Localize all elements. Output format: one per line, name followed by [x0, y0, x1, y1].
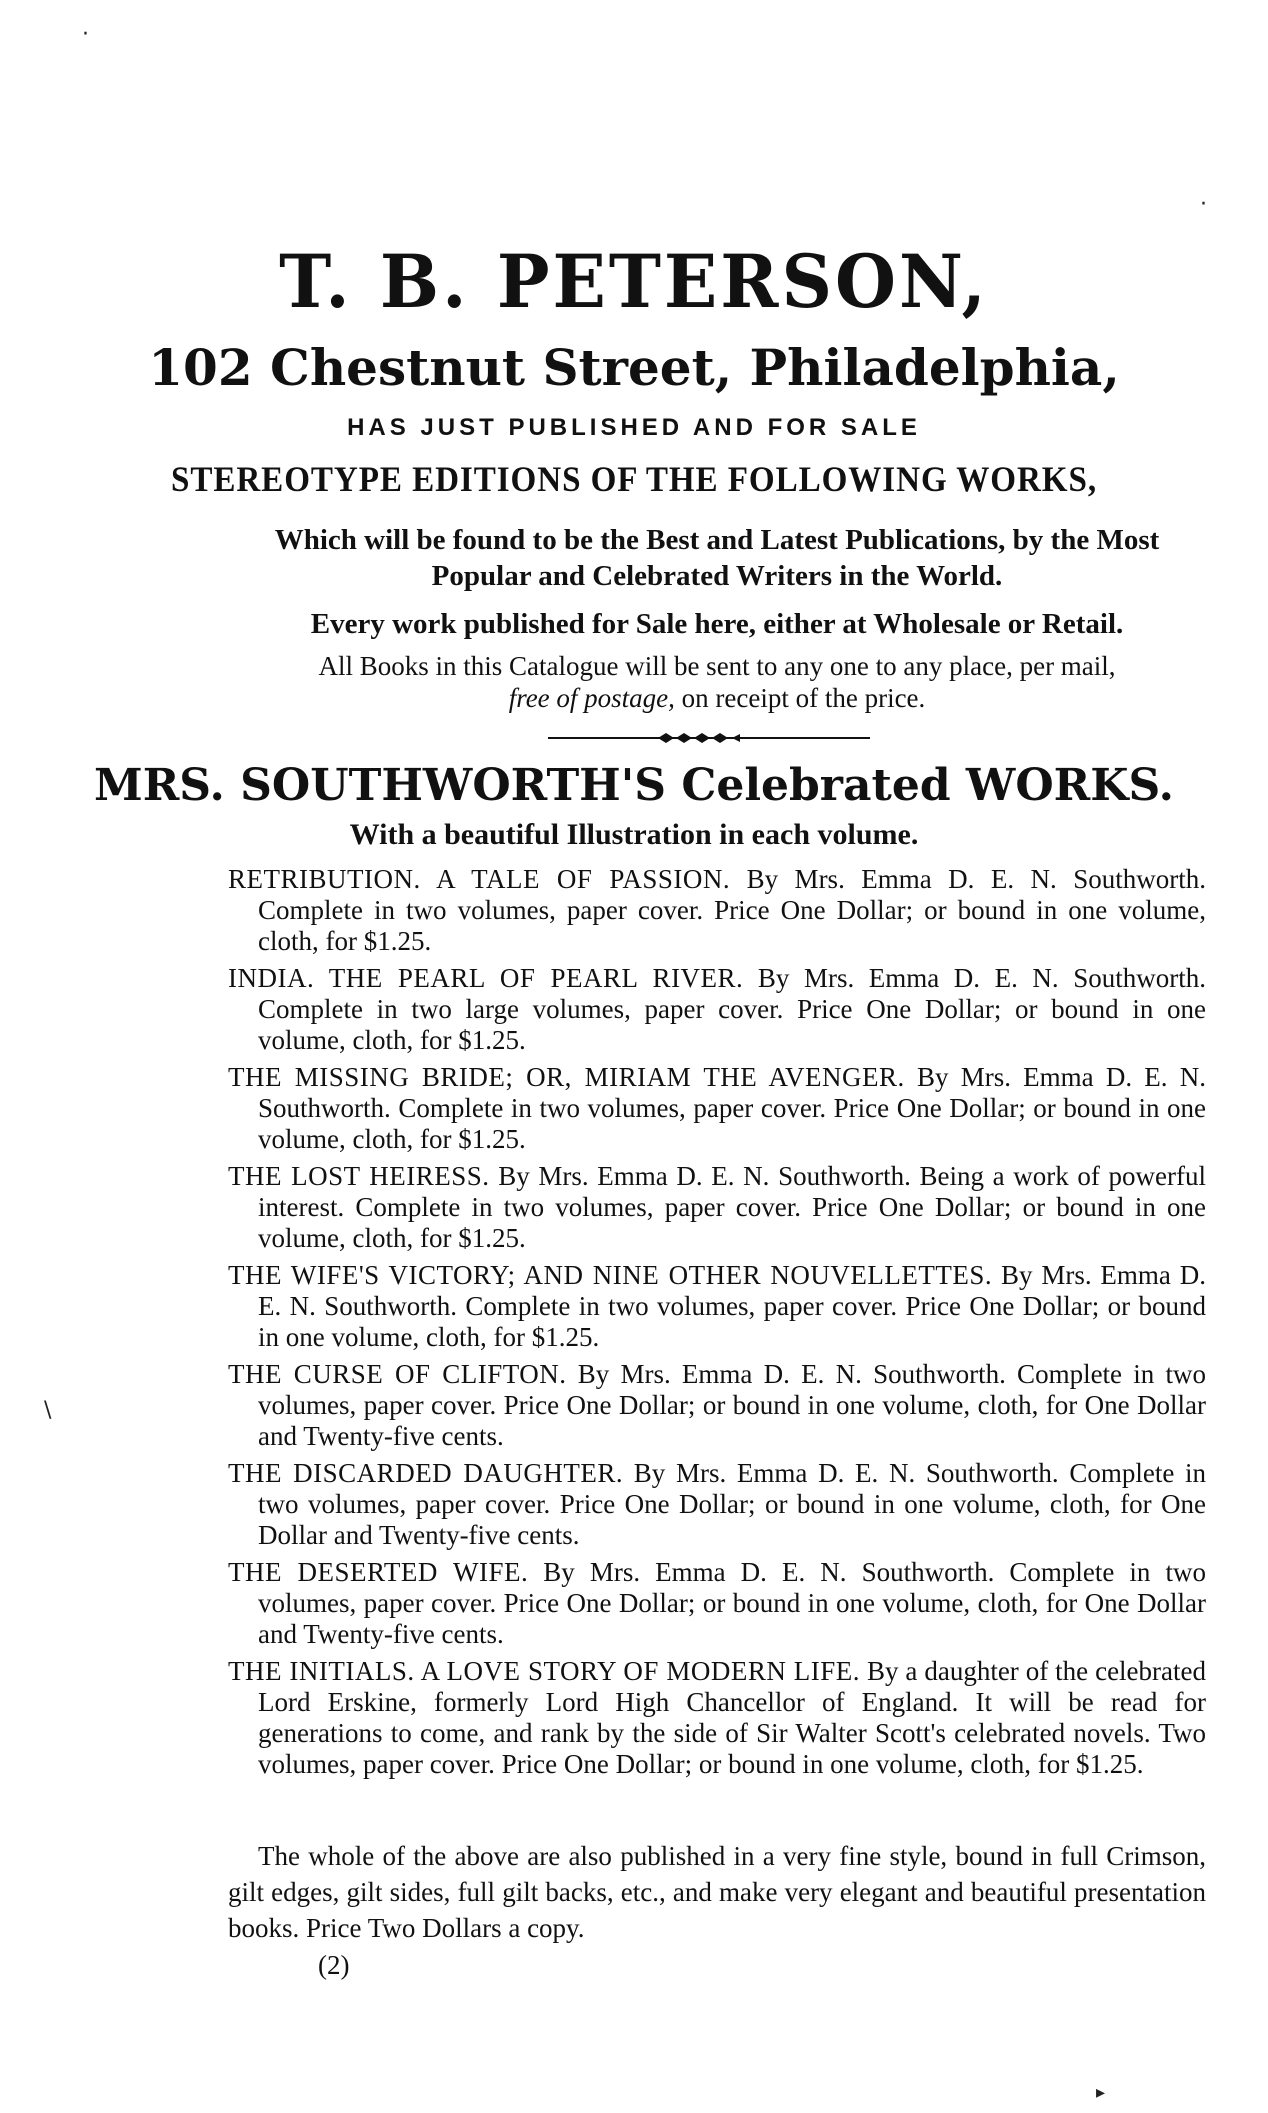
announcement-line: HAS JUST PUBLISHED AND FOR SALE	[347, 414, 921, 441]
book-description: By Mrs. Emma D. E. N. Southworth. Complete in two volumes, paper cover. Price One Dollar; or bound in one volume, cloth, for $1.25.	[258, 864, 1206, 956]
book-entry	[228, 1557, 1206, 1650]
book-description: By Mrs. Emma D. E. N. Southworth. Complete in two volumes, paper cover. Price One Dollar; or bound in one volume, cloth, for $1.25.	[258, 1260, 1206, 1352]
mail-notice-italic: free of postage,	[508, 683, 675, 713]
book-title: THE DISCARDED DAUGHTER.	[228, 1458, 624, 1488]
book-entry	[228, 1161, 1206, 1254]
book-description: By Mrs. Emma D. E. N. Southworth. Complete in two volumes, paper cover. Price One Dollar; or bound in one volume, cloth, for $1.25.	[258, 1062, 1207, 1154]
book-entry	[228, 1359, 1206, 1452]
mail-notice-line-1: All Books in this Catalogue will be sent to any one to any place, per mail,	[318, 651, 1116, 681]
print-speck: ▸	[1096, 2082, 1106, 2103]
page-number: (2)	[318, 1950, 350, 1980]
book-title: THE LOST HEIRESS.	[228, 1161, 490, 1191]
book-description: By Mrs. Emma D. E. N. Southworth. Complete in two large volumes, paper cover. Price One Dollar; or bound in one volume, cloth, for $1.25.	[258, 963, 1206, 1055]
wholesale-line: Every work published for Sale here, either at Wholesale or Retail.	[310, 608, 1124, 640]
book-entry	[228, 1260, 1206, 1353]
book-description: By Mrs. Emma D. E. N. Southworth. Complete in two volumes, paper cover. Price One Dollar; or bound in one volume, cloth, for One Dollar and Twenty-five cents.	[258, 1359, 1206, 1451]
publisher-name: T. B. PETERSON,	[279, 237, 989, 326]
print-speck: ·	[82, 22, 89, 47]
book-list	[228, 864, 1206, 1786]
book-entry	[228, 1458, 1206, 1551]
book-title: THE MISSING BRIDE; OR, MIRIAM THE AVENGER.	[228, 1062, 905, 1092]
book-entry	[228, 1062, 1206, 1155]
section-title: MRS. SOUTHWORTH'S Celebrated WORKS.	[94, 760, 1174, 811]
publisher-address: 102 Chestnut Street, Philadelphia,	[148, 338, 1120, 397]
book-description: By Mrs. Emma D. E. N. Southworth. Being a work of powerful interest. Complete in two volumes, paper cover. Price One Dollar; or bound in one volume, cloth, for $1.25.	[258, 1161, 1206, 1253]
book-title: THE DESERTED WIFE.	[228, 1557, 529, 1587]
book-title: THE WIFE'S VICTORY; AND NINE OTHER NOUVELLETTES.	[228, 1260, 993, 1290]
mail-notice-line-2: on receipt of the price.	[674, 683, 926, 713]
print-speck: ·	[1200, 192, 1207, 217]
stereotype-heading: STEREOTYPE EDITIONS OF THE FOLLOWING WORKS,	[170, 459, 1098, 499]
book-title: INDIA. THE PEARL OF PEARL RIVER.	[228, 963, 744, 993]
book-description: By Mrs. Emma D. E. N. Southworth. Complete in two volumes, paper cover. Price One Dollar; or bound in one volume, cloth, for One Dollar and Twenty-five cents.	[258, 1458, 1206, 1550]
section-subtitle: With a beautiful Illustration in each volume.	[349, 818, 919, 851]
book-description: By Mrs. Emma D. E. N. Southworth. Complete in two volumes, paper cover. Price One Dollar; or bound in one volume, cloth, for One Dollar and Twenty-five cents.	[258, 1557, 1206, 1649]
book-title: RETRIBUTION. A TALE OF PASSION.	[228, 864, 731, 894]
ornamental-divider	[548, 731, 870, 745]
book-title: THE CURSE OF CLIFTON.	[228, 1359, 567, 1389]
book-entry	[228, 963, 1206, 1056]
book-entry	[228, 864, 1206, 957]
book-description: By a daughter of the celebrated Lord Erskine, formerly Lord High Chancellor of England. It will be read for generations to come, and rank by the side of Sir Walter Scott's celebrated novels. Two volumes, paper cover. Price One Dollar; or bound in one volume, cloth, for $1.25.	[258, 1656, 1206, 1779]
print-speck: \	[44, 1398, 52, 1423]
mail-notice	[228, 650, 1206, 714]
book-entry	[228, 1656, 1206, 1780]
intro-paragraph: Which will be found to be the Best and Latest Publications, by the Most Popular and Celebrated Writers in the World.	[274, 524, 1160, 592]
closing-paragraph: The whole of the above are also published in a very fine style, bound in full Crimson, gilt edges, gilt sides, full gilt backs, etc., and make very elegant and beautiful presentation books. Price Two Dollars a copy.	[228, 1841, 1206, 1943]
book-title: THE INITIALS. A LOVE STORY OF MODERN LIFE.	[228, 1656, 861, 1686]
